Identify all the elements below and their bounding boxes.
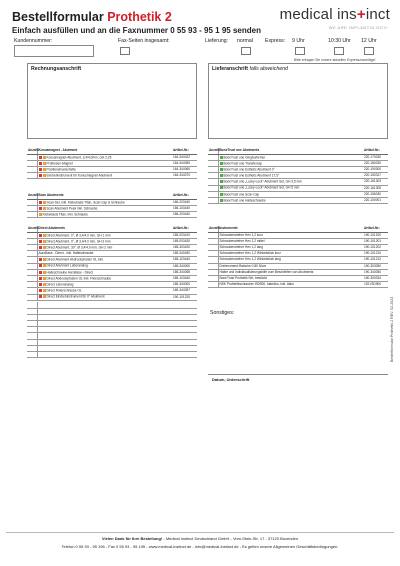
product-name-text: Halteschraube AuroBase - Direct — [46, 269, 93, 274]
red-marker-icon — [39, 201, 42, 204]
blank-rows-table — [27, 302, 197, 358]
product-name-text: BoneTrust Prothetik Set, bestückt — [219, 275, 267, 280]
quantity-field[interactable] — [27, 352, 37, 358]
fax-pages-label: Fax-Seiten insgesamt: — [118, 38, 170, 44]
product-name-text: BoneTrust one Esthetic Abutment 17,5° — [223, 173, 280, 178]
table-row — [27, 212, 197, 218]
article-number: 220-150317 — [363, 173, 388, 179]
instruments-table — [208, 226, 388, 288]
footer-divider — [6, 532, 394, 533]
signature-line — [208, 374, 388, 375]
product-name-text: BoneTrust one „Lucky-Lock"-Abutment Set, GH 3,5 mm — [223, 179, 302, 184]
delivery-normal-checkbox[interactable] — [241, 47, 251, 55]
red-marker-icon — [39, 162, 42, 165]
article-number: 190-101212 — [363, 257, 388, 263]
article-number: 220-161303 — [363, 179, 388, 185]
quantity-field[interactable] — [27, 173, 37, 179]
other-notes-label: Sonstiges: — [210, 310, 235, 316]
article-number: 165-103440 — [172, 276, 197, 282]
customer-number-label: Kundennummer: — [14, 38, 53, 44]
article-number: 220-100001 — [363, 198, 388, 204]
article-number: 165-103440 — [172, 257, 197, 263]
express-1030-label: 10:30 Uhr — [328, 38, 351, 44]
table-row — [27, 294, 197, 300]
product-name-text: Eindrehinstrument für Konusmagnet-Abutment — [46, 173, 113, 178]
red-marker-icon — [39, 246, 42, 249]
col-art-header: Artikel-Nr.: — [172, 148, 197, 154]
green-marker-icon — [220, 199, 223, 202]
orange-marker-icon — [43, 207, 46, 210]
product-name-text: Schraubendreher Hex 1,2 kurz — [219, 232, 263, 237]
table-row — [208, 282, 388, 288]
red-marker-icon — [39, 207, 42, 210]
express-hint: Bitte erfragen Sie unsere aktuellen Expresszuschläge! — [294, 58, 376, 62]
orange-marker-icon — [43, 162, 46, 165]
article-number: 164-344070 — [172, 173, 197, 179]
orange-marker-icon — [43, 264, 46, 267]
billing-address-title: Rechnungsanschrift — [31, 66, 82, 72]
product-name-text: BoneTrust one Esthetic Abutment 0° — [223, 167, 275, 172]
product-name-text: BoneTrust one Gingivaformer — [223, 154, 266, 159]
col-qty-header: Anzahl — [28, 193, 39, 198]
red-marker-icon — [39, 295, 42, 298]
product-name-text: Positionsmanschette — [46, 167, 76, 172]
company-logo: medical ins+inct — [279, 6, 390, 23]
col-art-header: Artikel-Nr.: — [363, 148, 388, 154]
product-name-text: Direct Abutment Abdruckpfosten OL inkl. — [46, 257, 104, 262]
product-name-text: Drehmoment-Ratsche 0-80 N/cm — [219, 263, 267, 268]
orange-marker-icon — [43, 289, 46, 292]
form-revision-text: Bestellformular Prothetik 2 REV. 02.2023 — [390, 296, 394, 362]
quantity-field[interactable] — [27, 212, 37, 218]
billing-address-box[interactable] — [27, 63, 197, 139]
product-name-text: Schraubendreher Hex 1,2 mittel — [219, 238, 265, 243]
product-name-text: Halter und Individualisierungshilfe zum Beschleifen von Abutments — [219, 269, 314, 274]
quantity-field[interactable] — [208, 198, 218, 204]
product-name-text: BoneTrust one Halteschraube — [223, 198, 266, 203]
signature-label: Datum, Unterschrift — [212, 377, 250, 382]
col-art-header: Artikel-Nr.: — [172, 226, 197, 232]
red-marker-icon — [39, 258, 42, 261]
article-number: 165-344057 — [172, 288, 197, 294]
col-qty-header: Anzahl — [28, 226, 39, 231]
article-number: 165-344055 — [172, 269, 197, 275]
orange-marker-icon — [43, 240, 46, 243]
red-marker-icon — [39, 156, 42, 159]
orange-marker-icon — [43, 283, 46, 286]
green-marker-icon — [220, 174, 223, 177]
product-name-text: Schraubendreher Hex 1,2 lang — [219, 245, 263, 250]
title-red: Prothetik 2 — [107, 10, 172, 24]
product-name-text: Direct Fixierschraube OL — [46, 288, 82, 293]
quantity-field[interactable] — [27, 294, 37, 300]
col-art-header: Artikel-Nr.: — [172, 193, 197, 199]
product-name — [37, 173, 172, 179]
express-9-checkbox[interactable] — [295, 47, 305, 55]
green-marker-icon — [220, 168, 223, 171]
green-marker-icon — [220, 180, 223, 183]
orange-marker-icon — [43, 234, 46, 237]
konus-table — [27, 148, 197, 179]
other-notes-box[interactable] — [208, 309, 388, 374]
article-number: 220-180030 — [363, 160, 388, 166]
product-name-text: Direct Abdruckpfosten OL inkl. Fixierschraube — [46, 276, 112, 281]
article-number: 165-344000 — [172, 282, 197, 288]
red-marker-icon — [39, 289, 42, 292]
product-name-text: Direct Abutment, 0°, Ø 3,4/4,0 mm, GH 3 mm — [46, 239, 111, 244]
fax-instruction: Einfach ausfüllen und an die Faxnummer 0 55 93 - 95 1 95 senden — [12, 26, 261, 35]
page-title — [12, 10, 172, 24]
article-number: 220-156030 — [363, 191, 388, 197]
article-number: 190-101200 — [363, 232, 388, 238]
article-number: 165-303420 — [172, 245, 197, 251]
product-name — [218, 282, 363, 288]
product-name-text: Scan Abutment Peek inkl. Schraube — [46, 206, 98, 211]
quantity-field[interactable] — [208, 282, 218, 288]
article-number: 165-003410 — [172, 232, 197, 238]
product-name-text: Prothesen-Magnet — [46, 161, 73, 166]
article-number: 164-344022 — [172, 154, 197, 160]
red-marker-icon — [39, 234, 42, 237]
green-marker-icon — [220, 156, 223, 159]
col-name-header: Scan Abutments — [37, 193, 172, 199]
express-1030-checkbox[interactable] — [334, 47, 344, 55]
article-number: 190-303050 — [363, 263, 388, 269]
article-number: 220-161305 — [363, 185, 388, 191]
article-number: 165-344000 — [172, 263, 197, 269]
col-name-header: Instrumente — [218, 226, 363, 232]
express-12-label: 12 Uhr — [361, 38, 377, 44]
col-art-header: Artikel-Nr.: — [363, 226, 388, 232]
scan-table — [27, 193, 197, 218]
red-marker-icon — [39, 168, 42, 171]
article-number: 190-101202 — [363, 245, 388, 251]
orange-marker-icon — [43, 271, 46, 274]
red-marker-icon — [39, 174, 42, 177]
footer-line-2: Telefon 0 55 93 - 95 196 - Fax 0 55 93 - 95 195 - www.medical-instinct.de - info@medical-instinct.de - Es gelten unsere Allgemeinen Geschäftsbedingungen. — [61, 544, 339, 549]
article-number: 220-150300 — [363, 167, 388, 173]
col-qty-header: Anzahl — [209, 148, 220, 153]
article-number: 164-344050 — [172, 160, 197, 166]
product-name-text: Direct Abutment, 0°, Ø 3,4/4,0 mm, GH 1 mm — [46, 232, 111, 237]
green-marker-icon — [220, 162, 223, 165]
product-name-text: BoneTrust one Transfercap — [223, 161, 263, 166]
footer-line-1: Vielen Dank für Ihre Bestellung! - Medical Instinct Deutschland GmbH - Vom-Stein-Str. 17 - 37120 Bovenden — [101, 536, 299, 541]
product-name-text: AuroBase - Direct , inkl. Halteschraube — [38, 251, 94, 256]
red-marker-icon — [39, 240, 42, 243]
product-name-text: NSK Prothetikschrauber ISD900, kabellos, inkl. Akku — [219, 282, 294, 287]
article-number: 166-103440 — [172, 205, 197, 211]
red-marker-icon — [39, 283, 42, 286]
article-number: 190-101220 — [172, 294, 197, 300]
article-number: 190-344050 — [363, 269, 388, 275]
article-number: 166-203440 — [172, 199, 197, 205]
article-number: 190-101210 — [363, 251, 388, 257]
table-row — [27, 173, 197, 179]
orange-marker-icon — [43, 168, 46, 171]
article-number: 220-170030 — [363, 154, 388, 160]
col-name-header: Direct Abutments — [37, 226, 172, 232]
express-12-checkbox[interactable] — [364, 47, 374, 55]
blank-row — [27, 352, 197, 358]
product-name-text: Scan-Set, inkl. Klebebasis Titan, Scan Cap & Schraube — [46, 199, 125, 204]
product-name — [37, 212, 172, 218]
red-marker-icon — [39, 271, 42, 274]
article-number: 165-340450 — [172, 251, 197, 257]
product-name-text: BoneTrust one „Lucky-Lock"-Abutment Set, GH 5 mm — [223, 185, 300, 190]
express-9-label: 9 Uhr — [292, 38, 305, 44]
fax-pages-field[interactable] — [120, 47, 130, 55]
orange-marker-icon — [43, 277, 46, 280]
green-marker-icon — [220, 193, 223, 196]
bonetrust-table — [208, 148, 388, 204]
col-name-header: BoneTrust one Abutments — [218, 148, 363, 154]
col-qty-header: Anzahl — [209, 226, 220, 231]
article-number: 164-344060 — [172, 167, 197, 173]
article-number-field[interactable] — [172, 352, 197, 358]
product-name-text: Schraubendreher Hex 1,2 Winkelstück kurz — [219, 251, 281, 256]
product-name-text: Direct Laboranalog — [46, 282, 74, 287]
orange-marker-icon — [39, 213, 42, 216]
col-name-header: Konusmagnet - Abutment — [37, 148, 172, 154]
product-name-text: BoneTrust one Scan Cap — [223, 191, 260, 196]
product-name-text: Direct Abutment, 30°, Ø 3,4/4,0 mm, GH 2 mm — [46, 245, 113, 250]
product-name-text: Direct Abutment Laboranalog — [46, 263, 88, 268]
red-marker-icon — [39, 277, 42, 280]
orange-marker-icon — [43, 174, 46, 177]
express-label: Express: — [265, 38, 286, 44]
article-number: 166-203440 — [172, 212, 197, 218]
green-marker-icon — [220, 186, 223, 189]
article-number: 165-003430 — [172, 238, 197, 244]
direct-table — [27, 226, 197, 301]
logo-tagline: WE ARE IMPLANTOLOGY! — [328, 25, 388, 30]
orange-marker-icon — [43, 258, 46, 261]
product-name-text: Direct Eindrehinstrument für 0° Abutment — [46, 294, 105, 299]
product-name — [218, 198, 363, 204]
product-name-text: Schraubendreher Hex 1,2 Winkelstück lang — [219, 257, 281, 262]
product-name-text: Konusmagnet-Abutment, 3,4/4,0mm, GH 2,25 — [46, 154, 112, 159]
orange-marker-icon — [43, 246, 46, 249]
delivery-address-title: Lieferanschrift falls abweichend — [212, 66, 288, 72]
article-number: 192-ISD900 — [363, 282, 388, 288]
product-name-field[interactable] — [37, 352, 172, 358]
delivery-address-box[interactable] — [208, 63, 388, 139]
delivery-label: Lieferung: — [205, 38, 229, 44]
red-marker-icon — [39, 264, 42, 267]
product-name-text: Klebebasis Titan, inkl. Schraube — [42, 212, 88, 217]
delivery-normal-label: normal — [237, 38, 253, 44]
table-row — [208, 198, 388, 204]
orange-marker-icon — [43, 156, 46, 159]
title-black: Bestellformular — [12, 10, 104, 24]
customer-number-field[interactable] — [14, 45, 94, 57]
article-number: 190-300334 — [363, 276, 388, 282]
col-qty-header: Anzahl — [28, 148, 39, 153]
article-number: 190-101201 — [363, 238, 388, 244]
orange-marker-icon — [43, 295, 46, 298]
product-name — [37, 294, 172, 300]
orange-marker-icon — [43, 201, 46, 204]
